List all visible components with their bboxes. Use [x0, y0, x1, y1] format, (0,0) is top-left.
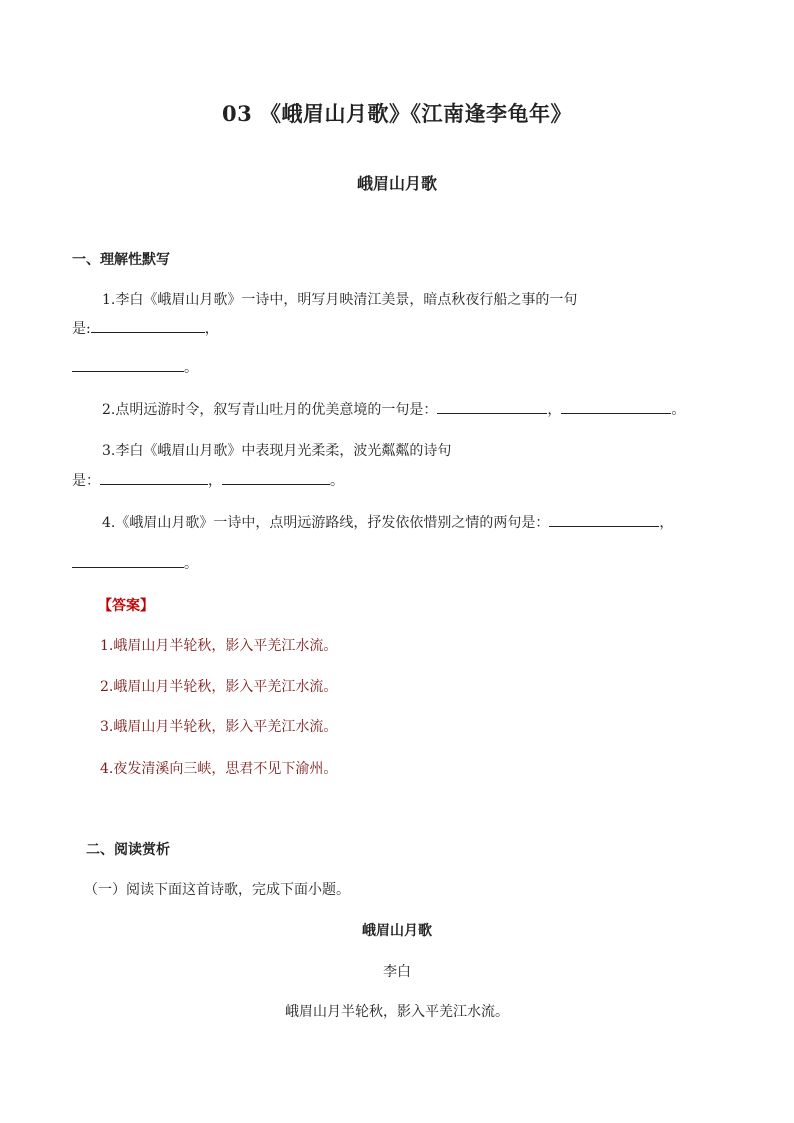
question-1-prefix: 是:: [72, 321, 91, 337]
question-1-comma: ，: [204, 321, 219, 337]
answer-item: 2.峨眉山月半轮秋，影入平羌江水流。: [100, 679, 338, 695]
answer-tag: 【答案】: [98, 598, 154, 614]
question-4-blank-1[interactable]: [549, 512, 659, 527]
question-4-comma: ，: [659, 515, 674, 531]
question-2-end: 。: [671, 402, 686, 418]
question-1-end: 。: [184, 360, 198, 376]
answer-item: 4.夜发清溪向三峡，思君不见下渝州。: [100, 761, 338, 777]
question-2-comma: ，: [547, 402, 562, 418]
question-4-answer-line-2: [72, 553, 198, 573]
answer-item: 3.峨眉山月半轮秋，影入平羌江水流。: [100, 719, 338, 735]
question-3-comma: ，: [208, 473, 222, 489]
poem-line: 峨眉山月半轮秋，影入平羌江水流。: [285, 1004, 509, 1020]
question-1-blank-2[interactable]: [72, 357, 184, 372]
question-1-answer-line: [72, 318, 219, 338]
question-3-blank-2[interactable]: [222, 470, 330, 485]
question-4: [102, 512, 673, 532]
answer-item: 1.峨眉山月半轮秋，影入平羌江水流。: [100, 638, 338, 654]
question-2-blank-1[interactable]: [437, 399, 547, 414]
question-3-blank-1[interactable]: [100, 470, 208, 485]
section-heading-reading: 二、阅读赏析: [86, 842, 170, 858]
question-2-text: 2.点明远游时令，叙写青山吐月的优美意境的一句是：: [102, 402, 438, 418]
question-3-text: 3.李白《峨眉山月歌》中表现月光柔柔，波光粼粼的诗句: [102, 443, 452, 459]
poem-title: 峨眉山月歌: [362, 923, 432, 939]
question-3-answer-line: [72, 470, 344, 490]
question-4-end: 。: [184, 556, 198, 572]
poem-author: 李白: [383, 964, 411, 980]
question-1-blank-1[interactable]: [91, 318, 205, 333]
question-1-text: 1.李白《峨眉山月歌》一诗中，明写月映清江美景，暗点秋夜行船之事的一句: [102, 292, 578, 308]
question-2: [102, 399, 685, 419]
question-1-answer-line-2: [72, 357, 198, 377]
reading-intro: （一）阅读下面这首诗歌，完成下面小题。: [84, 882, 350, 898]
question-3-end: 。: [330, 473, 344, 489]
question-3-prefix: 是：: [72, 473, 100, 489]
poem-subtitle: 峨眉山月歌: [356, 174, 437, 193]
section-heading-dictation: 一、理解性默写: [72, 252, 170, 268]
page-title: 03 《峨眉山月歌》《江南逢李龟年》: [221, 101, 573, 126]
question-4-blank-2[interactable]: [72, 553, 184, 568]
question-4-text: 4.《峨眉山月歌》一诗中，点明远游路线，抒发依依惜别之情的两句是：: [102, 515, 550, 531]
question-2-blank-2[interactable]: [561, 399, 671, 414]
